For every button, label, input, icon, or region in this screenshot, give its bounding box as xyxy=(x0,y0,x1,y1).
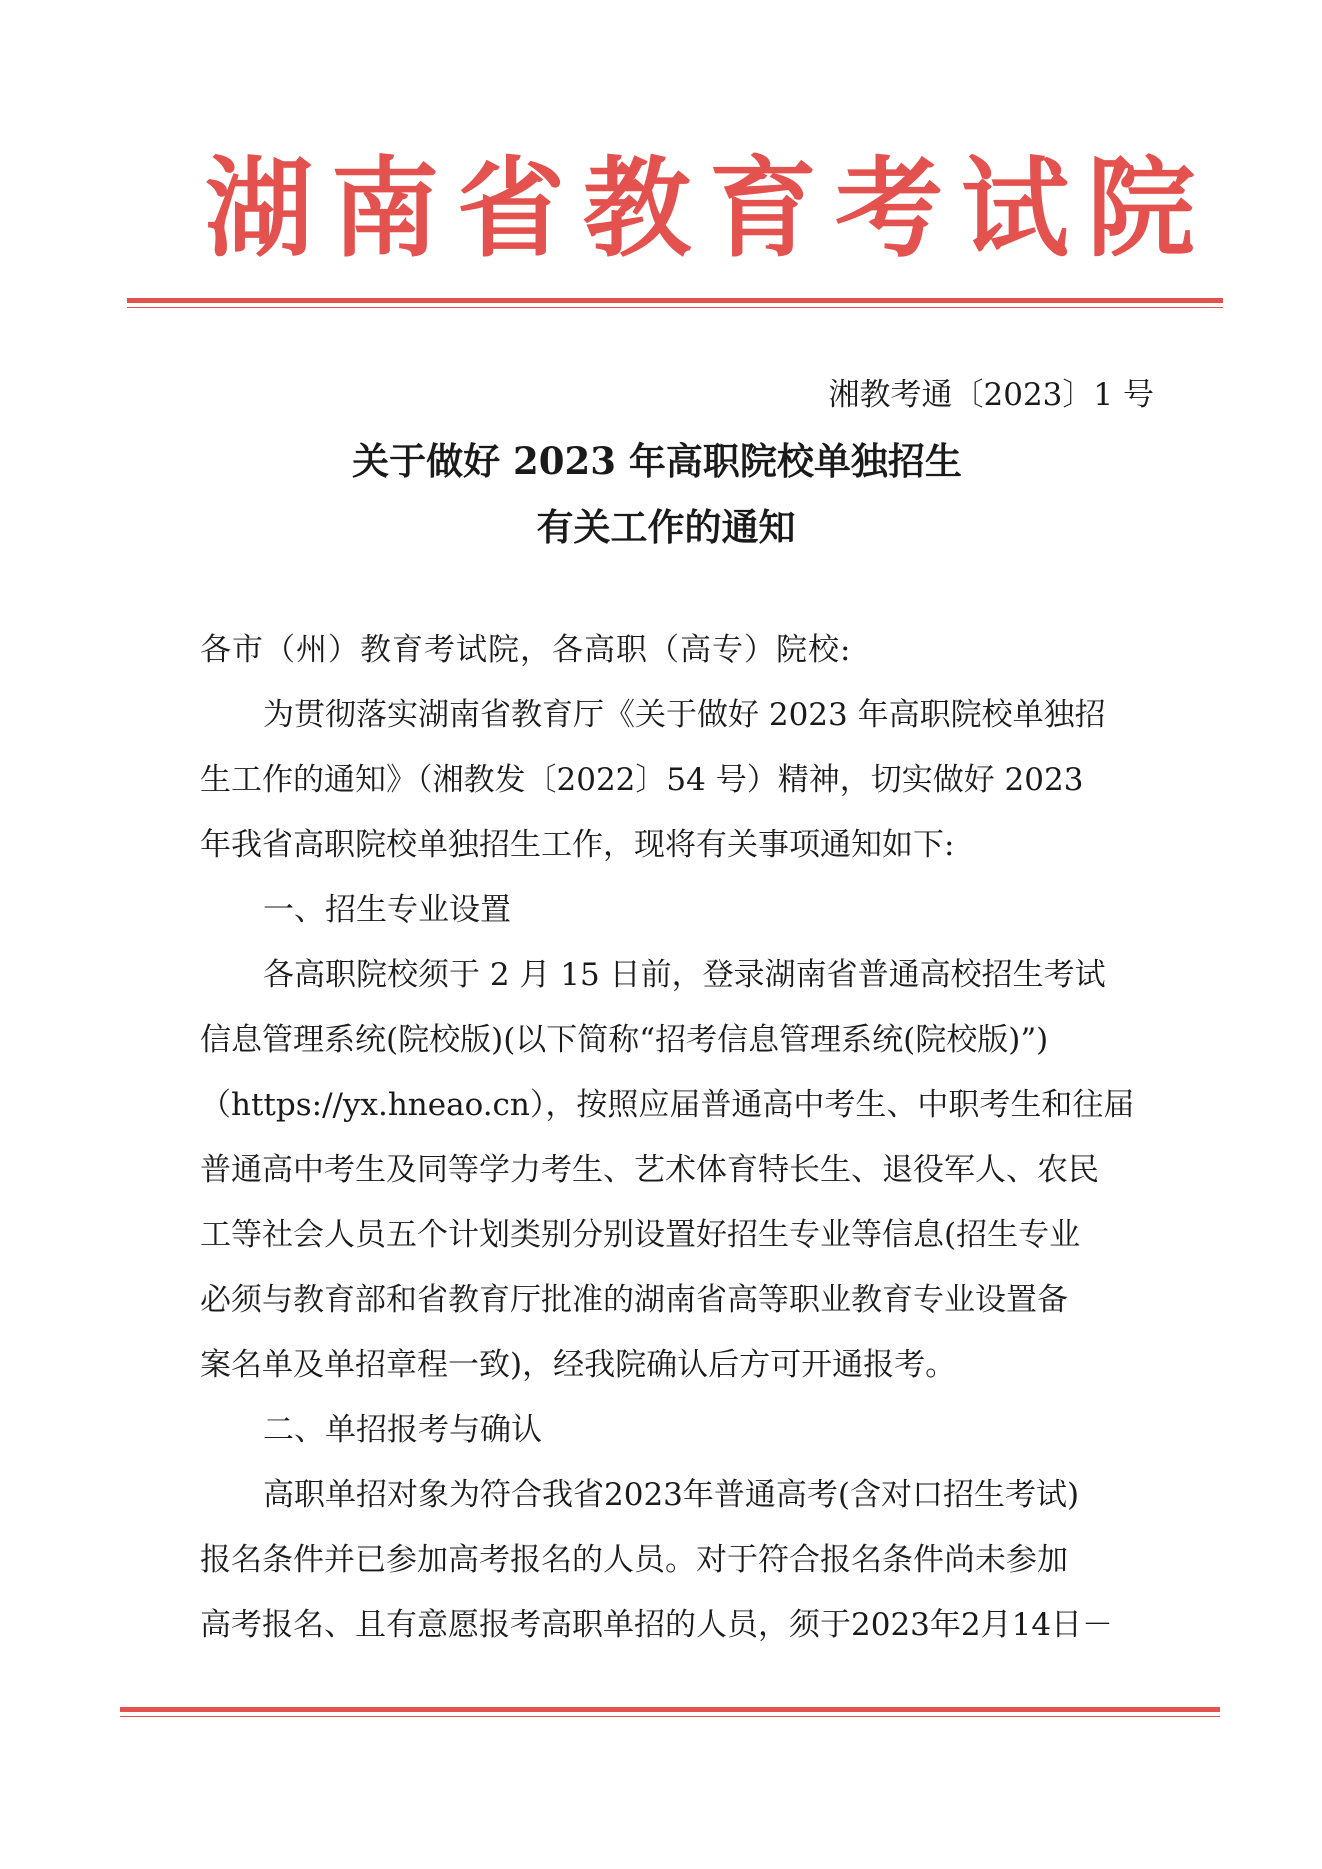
section-1-paragraph xyxy=(200,943,1140,1398)
footer-red-rule xyxy=(120,1707,1220,1712)
intro-paragraph xyxy=(200,683,1140,878)
text-line: 案名单及单招章程一致)，经我院确认后方可开通报考。 xyxy=(200,1347,957,1383)
document-title xyxy=(0,428,1322,560)
text-line: 二、单招报考与确认 xyxy=(263,1412,542,1448)
text-line: 各高职院校须于 2 月 15 日前，登录湖南省普通高校招生考试 xyxy=(263,957,1106,993)
text-line: 普通高中考生及同等学力考生、艺术体育特长生、退役军人、农民 xyxy=(200,1152,1099,1188)
letterhead-title: 湖南省教育考试院 xyxy=(205,147,1214,272)
document-body xyxy=(200,618,1140,1658)
text-line: 高考报名、且有意愿报考高职单招的人员，须于2023年2月14日－ xyxy=(200,1607,1114,1643)
text-line: 信息管理系统(院校版)(以下简称“招考信息管理系统(院校版)”) xyxy=(200,1022,1049,1058)
text-line: 年我省高职院校单独招生工作，现将有关事项通知如下: xyxy=(200,827,955,863)
title-line-2: 有关工作的通知 xyxy=(536,505,796,549)
section-2-paragraph xyxy=(200,1463,1140,1658)
section-heading-2 xyxy=(200,1398,1140,1463)
section-heading-1 xyxy=(200,878,1140,943)
salutation xyxy=(200,618,1140,683)
text-line: 一、招生专业设置 xyxy=(263,892,511,928)
text-line: 高职单招对象为符合我省2023年普通高考(含对口招生考试) xyxy=(263,1477,1080,1513)
text-line: 为贯彻落实湖南省教育厅《关于做好 2023 年高职院校单独招 xyxy=(263,697,1106,733)
text-line: 生工作的通知》（湘教发〔2022〕54 号）精神，切实做好 2023 xyxy=(200,762,1084,798)
text-line: 各市（州）教育考试院，各高职（高专）院校: xyxy=(200,632,852,668)
text-line: （https://yx.hneao.cn），按照应届普通高中考生、中职考生和往届 xyxy=(200,1087,1135,1123)
document-number: 湘教考通〔2023〕1 号 xyxy=(828,377,1154,413)
text-line: 工等社会人员五个计划类别分别设置好招生专业等信息(招生专业 xyxy=(200,1217,1081,1253)
text-line: 报名条件并已参加高考报名的人员。对于符合报名条件尚未参加 xyxy=(200,1542,1068,1578)
text-line: 必须与教育部和省教育厅批准的湖南省高等职业教育专业设置备 xyxy=(200,1282,1068,1318)
letterhead-red-rule xyxy=(127,298,1223,303)
title-line-1: 关于做好 2023 年高职院校单独招生 xyxy=(352,439,962,483)
